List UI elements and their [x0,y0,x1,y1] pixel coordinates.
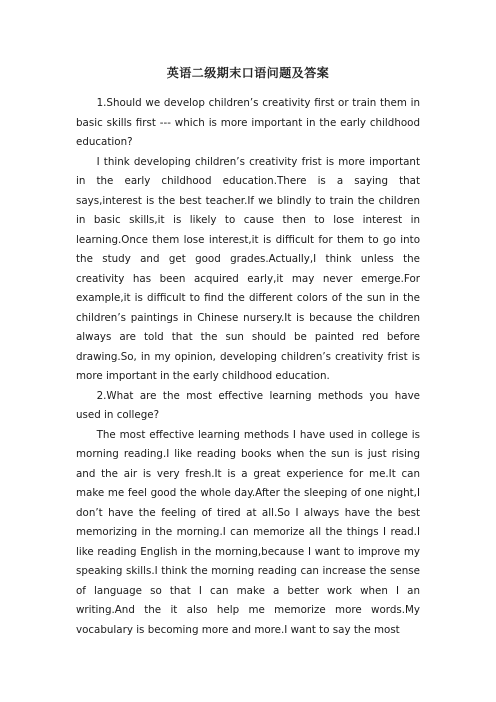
document-title: 英语二级期末口语问题及答案 [166,66,330,80]
answer-1-paragraph: I think developing children’s creativity frist is more important in the early childhood education.There is a saying that says,interest is the best teacher.If we blindly to train the children in basic skills,it is likely to cause then to lose interest in learning.Once them lose interest,it is difficult for them to go into the study and get good grades.Actually,I think unless the creativity has been acquired early,it may never emerge.For example,it is difficult to find the different colors of the sun in the children’s paintings in Chinese nursery.It is because the children always are told that the sun should be painted red before drawing.So, in my opinion, developing children’s creativity frist is more important in the early childhood education. [76,155,420,382]
document-body [76,94,420,640]
answer-2-paragraph: The most effective learning methods I have used in college is morning reading.I like reading books when the sun is just rising and the air is very fresh.It is a great experience for me.It can make me feel good the whole day.After the sleeping of one night,I don’t have the feeling of tired at all.So I always have the best memorizing in the morning.I can memorize all the things I read.I like reading English in the morning,because I want to improve my speaking skills.I think the morning reading can increase the sense of language so that I can make a better work when I an writing.And the it also help me memorize more words.My vocabulary is becoming more and more.I want to say the most [76,428,420,636]
question-2-paragraph: 2.What are the most effective learning methods you have used in college? [76,389,420,421]
question-1-paragraph: 1.Should we develop children’s creativity first or train them in basic skills first --- which is more important in the early childhood education? [76,97,420,148]
